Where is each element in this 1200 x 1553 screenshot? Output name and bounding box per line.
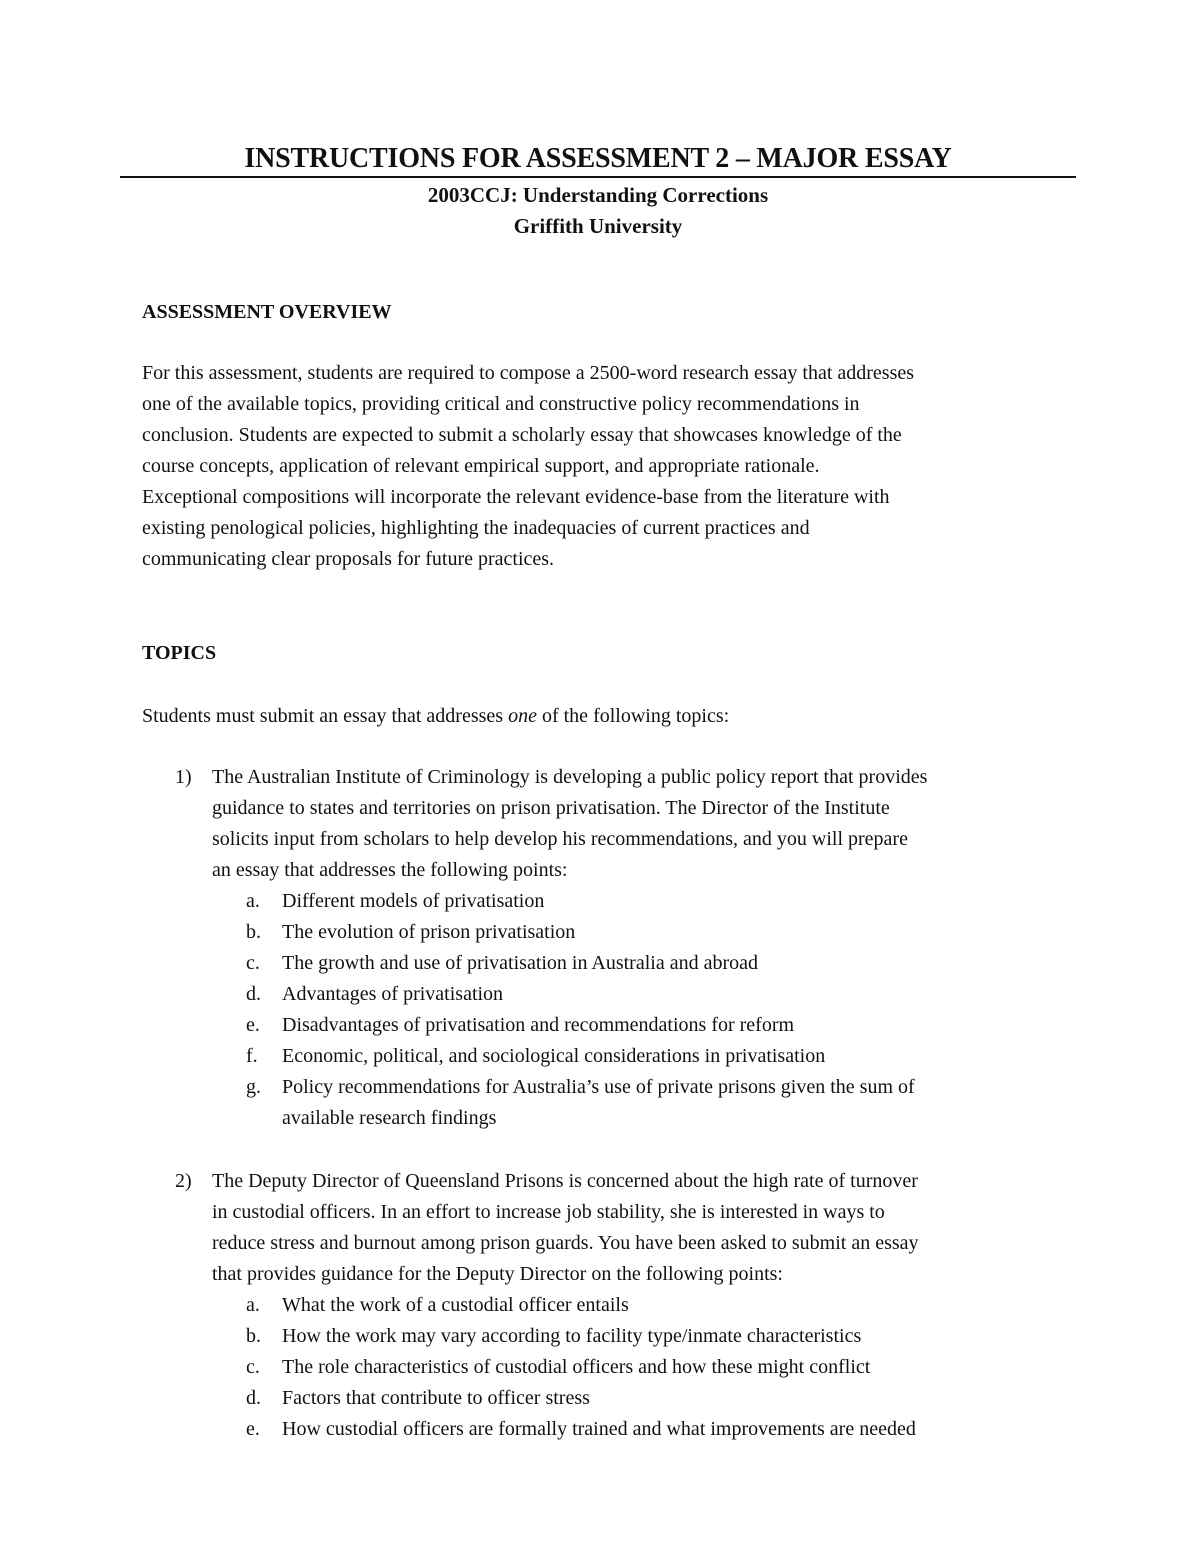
point-text: Factors that contribute to officer stress [282, 1387, 590, 1409]
topic-item-2 [142, 1166, 1062, 1445]
topic-number: 1) [175, 766, 192, 788]
point-letter: c. [246, 952, 260, 974]
list-item [142, 1072, 1062, 1134]
point-letter: f. [246, 1045, 258, 1067]
topic-line: that provides guidance for the Deputy Director on the following points: [212, 1263, 783, 1285]
list-item [142, 1041, 1062, 1072]
point-text: How the work may vary according to facility type/inmate characteristics [282, 1325, 862, 1347]
title-block [120, 142, 1076, 242]
topic-line: guidance to states and territories on prison privatisation. The Director of the Institute [212, 797, 890, 819]
topic-points-list [142, 1290, 1062, 1445]
list-item [142, 1352, 1062, 1383]
list-item [142, 948, 1062, 979]
document-title: INSTRUCTIONS FOR ASSESSMENT 2 – MAJOR ESSAY [120, 142, 1076, 178]
point-letter: a. [246, 1294, 260, 1316]
overview-line: one of the available topics, providing critical and constructive policy recommendations in [142, 393, 860, 415]
list-item [142, 1383, 1062, 1414]
point-text: Advantages of privatisation [282, 983, 504, 1005]
point-text: The growth and use of privatisation in Australia and abroad [282, 952, 758, 974]
topics-intro [142, 701, 1062, 732]
overview-line: existing penological policies, highlighting the inadequacies of current practices and [142, 517, 810, 539]
course-name: 2003CCJ: Understanding Corrections [427, 183, 769, 207]
point-letter: e. [246, 1014, 260, 1036]
list-item [142, 979, 1062, 1010]
list-item [142, 1290, 1062, 1321]
point-letter: b. [246, 1325, 261, 1347]
point-letter: g. [246, 1076, 261, 1098]
topic-number: 2) [175, 1170, 192, 1192]
topic-item-1 [142, 762, 1062, 1134]
point-text: What the work of a custodial officer entails [282, 1294, 629, 1316]
topics-intro-before: Students must submit an essay that addresses [142, 705, 509, 727]
overview-line: course concepts, application of relevant empirical support, and appropriate rationale. [142, 455, 820, 477]
university-name: Griffith University [513, 214, 683, 238]
overview-paragraph [142, 358, 1062, 575]
point-text-continued: available research findings [282, 1107, 497, 1129]
topic-line: in custodial officers. In an effort to increase job stability, she is interested in ways to [212, 1201, 885, 1223]
topic-line: The Australian Institute of Criminology is developing a public policy report that provides [212, 766, 928, 788]
list-item [142, 1414, 1062, 1445]
overview-line: communicating clear proposals for future practices. [142, 548, 555, 570]
topic-description [212, 762, 1062, 886]
topic-line: reduce stress and burnout among prison guards. You have been asked to submit an essay [212, 1232, 919, 1254]
topic-line: The Deputy Director of Queensland Prisons is concerned about the high rate of turnover [212, 1170, 918, 1192]
overview-heading: ASSESSMENT OVERVIEW [142, 301, 392, 323]
point-text: The role characteristics of custodial officers and how these might conflict [282, 1356, 871, 1378]
topics-intro-emphasis: one [508, 705, 537, 727]
overview-line: conclusion. Students are expected to submit a scholarly essay that showcases knowledge of the [142, 424, 902, 446]
overview-line: For this assessment, students are required to compose a 2500-word research essay that addresses [142, 362, 915, 384]
topic-line: an essay that addresses the following points: [212, 859, 568, 881]
topic-line: solicits input from scholars to help develop his recommendations, and you will prepare [212, 828, 908, 850]
point-letter: c. [246, 1356, 260, 1378]
point-text: Economic, political, and sociological considerations in privatisation [282, 1045, 826, 1067]
point-text: The evolution of prison privatisation [282, 921, 576, 943]
point-text: Disadvantages of privatisation and recommendations for reform [282, 1014, 795, 1036]
list-item [142, 886, 1062, 917]
topics-intro-after: of the following topics: [536, 705, 730, 727]
point-letter: a. [246, 890, 260, 912]
overview-line: Exceptional compositions will incorporate the relevant evidence-base from the literature with [142, 486, 890, 508]
list-item [142, 1321, 1062, 1352]
point-text: Different models of privatisation [282, 890, 545, 912]
topic-points-list [142, 886, 1062, 1134]
topics-heading: TOPICS [142, 642, 217, 664]
topic-description [212, 1166, 1062, 1290]
list-item [142, 1010, 1062, 1041]
point-letter: d. [246, 983, 261, 1005]
point-text: Policy recommendations for Australia’s use of private prisons given the sum of [282, 1076, 915, 1098]
point-letter: d. [246, 1387, 261, 1409]
point-text: How custodial officers are formally trained and what improvements are needed [282, 1418, 916, 1440]
point-letter: e. [246, 1418, 260, 1440]
point-letter: b. [246, 921, 261, 943]
list-item [142, 917, 1062, 948]
